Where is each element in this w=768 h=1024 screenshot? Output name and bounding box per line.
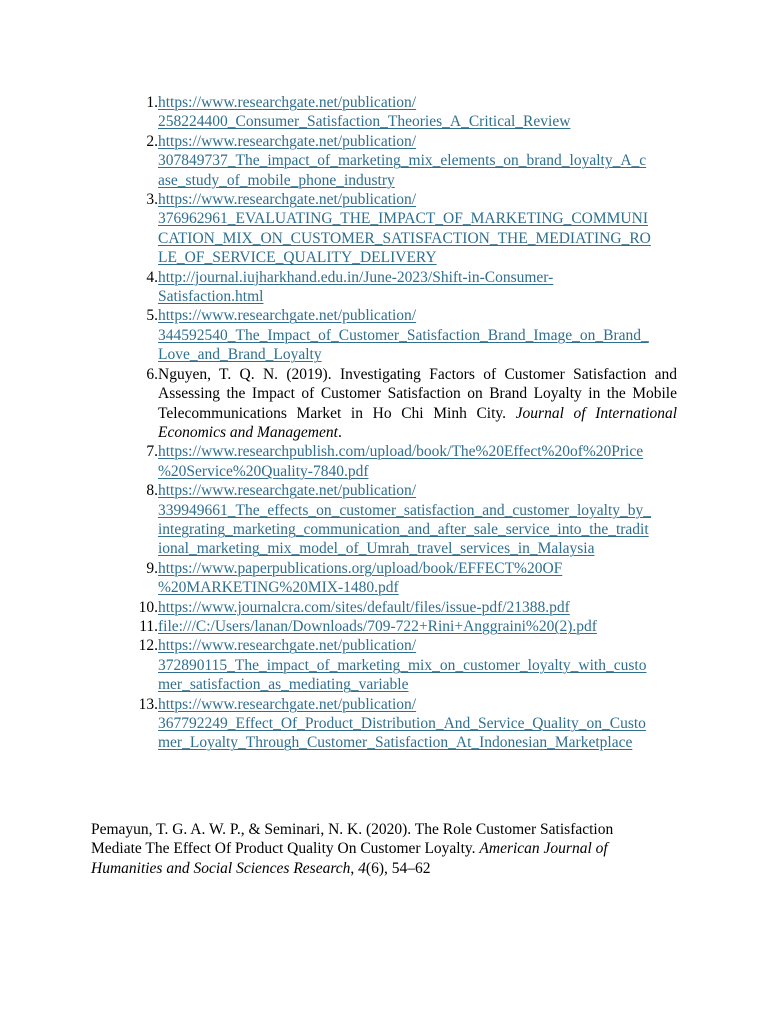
list-number: 10. [138,598,158,616]
list-number: 5. [146,307,158,325]
link-text-line: mer_Loyalty_Through_Customer_Satisfaction_At_Indonesian_Marketplace [158,734,633,752]
reference-link[interactable] [158,190,677,268]
list-number: 4. [146,268,158,286]
citation-authors-title: Nguyen, T. Q. N. (2019). Investigating Factors of Customer Satisfaction and Assessing the Impact of Customer Satisfaction on Brand Loyalty in the Mobile Telecommunications Market in Ho Chi Minh City. [158,365,677,422]
list-number: 1. [146,94,158,111]
list-item [110,190,677,268]
link-text-line: 376962961_EVALUATING_THE_IMPACT_OF_MARKETING_COMMUNI [158,210,648,228]
link-text-line: https://www.researchgate.net/publication/ [158,695,417,713]
list-item [110,481,677,559]
list-number: 13. [138,695,158,713]
link-text-line: https://www.researchgate.net/publication/ [158,637,417,655]
list-number: 9. [146,559,158,577]
citation-suffix: . [337,423,342,441]
link-text-line: https://www.researchgate.net/publication/ [158,307,417,325]
list-number: 8. [146,482,158,500]
reference-link[interactable] [158,598,677,617]
list-item [110,365,677,443]
reference-link[interactable] [158,559,677,598]
link-text-line: integrating_marketing_communication_and_after_sale_service_into_the_tradit [158,520,649,538]
list-item [110,636,677,694]
link-text-line: %20MARKETING%20MIX-1480.pdf [158,579,399,597]
list-item [110,93,677,132]
link-text-line: https://www.researchpublish.com/upload/book/The%20Effect%20of%20Price [158,443,644,461]
link-text-line: file:///C:/Users/lanan/Downloads/709-722+Rini+Anggraini%20(2).pdf [158,617,597,635]
link-text-line: https://www.researchgate.net/publication/ [158,191,417,209]
link-text-line: 344592540_The_Impact_of_Customer_Satisfaction_Brand_Image_on_Brand_ [158,326,649,344]
footer-citation-journal: American Journal of Humanities and Social Sciences Research [91,840,608,877]
reference-list [110,93,677,753]
list-item [110,442,677,481]
footer-citation-authors-title: Pemayun, T. G. A. W. P., & Seminari, N. K. (2020). The Role Customer Satisfaction Mediate The Effect Of Product Quality On Customer Loyalty. [91,821,614,858]
link-text-line: 258224400_Consumer_Satisfaction_Theories_A_Critical_Review [158,113,571,131]
link-text-line: http://journal.iujharkhand.edu.in/June-2023/Shift-in-Consumer- [158,268,554,286]
footer-citation-issue-pages: (6), 54–62 [365,859,431,877]
reference-link[interactable] [158,442,677,481]
reference-link[interactable] [158,617,677,636]
reference-link[interactable] [158,93,677,132]
link-text-line: 372890115_The_impact_of_marketing_mix_on_customer_loyalty_with_custo [158,656,647,674]
list-item [110,268,677,307]
reference-link[interactable] [158,268,677,307]
link-text-line: Love_and_Brand_Loyalty [158,346,322,364]
citation-journal: Journal of International Economics and Management [158,404,677,441]
link-text-line: 307849737_The_impact_of_marketing_mix_elements_on_brand_loyalty_A_c [158,152,647,170]
link-text-line: CATION_MIX_ON_CUSTOMER_SATISFACTION_THE_MEDIATING_RO [158,229,651,247]
list-number: 11. [139,617,158,635]
link-text-line: 339949661_The_effects_on_customer_satisfaction_and_customer_loyalty_by_ [158,501,652,519]
reference-link[interactable] [158,132,677,190]
link-text-line: %20Service%20Quality-7840.pdf [158,462,369,480]
link-text-line: LE_OF_SERVICE_QUALITY_DELIVERY [158,249,437,267]
link-text-line: https://www.researchgate.net/publication/ [158,94,417,111]
list-item [110,695,677,753]
footer-citation-volume: 4 [358,859,366,877]
footer-citation [91,820,651,878]
list-item [110,306,677,364]
footer-citation-volume-sep: , [350,859,359,877]
reference-link[interactable] [158,481,677,559]
link-text-line: 367792249_Effect_Of_Product_Distribution_And_Service_Quality_on_Custo [158,715,646,732]
link-text-line: ase_study_of_mobile_phone_industry [158,171,395,189]
list-number: 2. [146,132,158,150]
reference-link[interactable] [158,695,677,753]
reference-link[interactable] [158,636,677,694]
link-text-line: Satisfaction.html [158,288,264,306]
link-text-line: https://www.researchgate.net/publication/ [158,132,417,150]
link-text-line: https://www.researchgate.net/publication/ [158,482,417,500]
list-item [110,598,677,617]
link-text-line: mer_satisfaction_as_mediating_variable [158,676,409,694]
list-item [110,559,677,598]
list-item [110,617,677,636]
list-item [110,132,677,190]
list-number: 3. [146,191,158,209]
list-number: 12. [138,637,158,655]
link-text-line: ional_marketing_mix_model_of_Umrah_travel_services_in_Malaysia [158,540,595,558]
link-text-line: https://www.paperpublications.org/upload/book/EFFECT%20OF [158,559,563,577]
list-number: 7. [146,443,158,461]
link-text-line: https://www.journalcra.com/sites/default/files/issue-pdf/21388.pdf [158,598,570,616]
reference-link[interactable] [158,306,677,364]
citation-text [158,365,677,443]
list-number: 6. [146,365,158,383]
